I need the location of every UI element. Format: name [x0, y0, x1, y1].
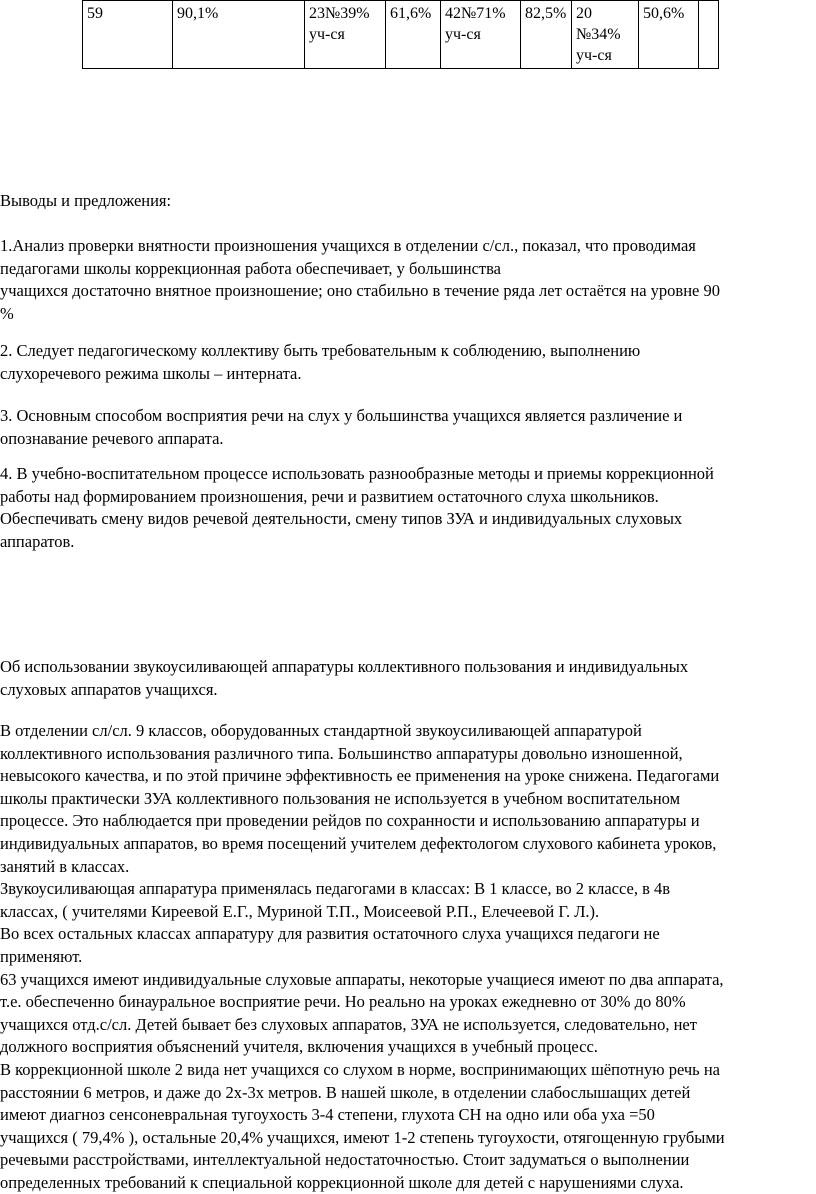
section-body: В отделении сл/сл. 9 классов, оборудованных стандартной звукоусиливающей аппаратурой коллективного использования различного типа. Большинство аппаратуры довольно изношенной, невысокого качества, и по этой причине эффективность ее применения на уроке снижена. Педагогами школы практически ЗУА коллективного пользования не используется в учебном воспитательном процессе. Это наблюдается при проведении рейдов по сохранности и использованию аппаратуры и индивидуальных аппаратов, во время посещений учителем дефектологом слухового кабинета уроков, занятий в классах. Звукоусиливающая аппаратура применялась педагогами в классах: В 1 классе, во 2 классе, в 4в классах, ( учителями Киреевой Е.Г., Муриной Т.П., Моисеевой Р.П., Елечеевой Г. Л.). Во всех остальных классах аппаратуру для развития остаточного слуха учащихся педагоги не применяют. 63 учащихся имеют индивидуальные слуховые аппараты, некоторые учащиеся имеют по два аппарата, т.е. обеспеченно бинауральное восприятие речи. Но реально на уроках ежедневно от 30% до 80% учащихся отд.с/сл. Детей бывает без слуховых аппаратов, ЗУА не используется, следовательно, нет должного восприятия объяснений учителя, включения учащихся в учебный процесс. В коррекционной школе 2 вида нет учащихся со слухом в норме, воспринимающих шёпотную речь на расстоянии 6 метров, и даже до 2х-3х метров. В нашей школе, в отделении слабослышащих детей имеют диагноз сенсоневральная тугоухость 3-4 степени, глухота СН на одно или оба уха =50 учащихся ( 79,4% ), остальные 20,4% учащихся, имеют 1-2 степень тугоухости, отягощенную грубыми речевыми расстройствами, интеллектуальной недостаточностью. Стоит задуматься о выполнении определенных требований к специальной коррекционной школе для детей с нарушениями слуха.	[0, 721, 725, 1192]
table-row	[83, 1, 719, 69]
table-cell: 90,1%	[173, 1, 305, 69]
conclusion-item-1: 1.Анализ проверки внятности произношения учащихся в отделении с/сл., показал, что проводимая педагогами школы коррекционная работа обеспечивает, у большинства учащихся достаточно внятное произношение; оно стабильно в течение ряда лет остаётся на уровне 90 %	[0, 236, 720, 323]
results-table	[82, 0, 719, 69]
table-cell: 59	[83, 1, 173, 69]
table-cell: 42№71% уч-ся	[441, 1, 521, 69]
table-cell: 82,5%	[521, 1, 572, 69]
section-title: Об использовании звукоусиливающей аппаратуры коллективного пользования и индивидуальных слуховых аппаратов учащихся.	[0, 657, 689, 699]
conclusion-item-3: 3. Основным способом восприятия речи на слух у большинства учащихся является различение и опознавание речевого аппарата.	[0, 406, 683, 448]
conclusions-heading: Выводы и предложения:	[0, 191, 172, 210]
conclusion-item-2: 2. Следует педагогическому коллективу быть требовательным к соблюдению, выполнению слухоречевого режима школы – интерната.	[0, 341, 641, 383]
table-cell: 61,6%	[386, 1, 441, 69]
table-cell: 20 №34% уч-ся	[572, 1, 639, 69]
table-cell	[699, 1, 719, 69]
conclusion-item-4: 4. В учебно-воспитательном процессе использовать разнообразные методы и приемы коррекционной работы над формированием произношения, речи и развитием остаточного слуха школьников. Обеспечивать смену видов речевой деятельности, смену типов ЗУА и индивидуальных слуховых аппаратов.	[0, 464, 714, 551]
table-cell: 50,6%	[639, 1, 699, 69]
table-cell: 23№39% уч-ся	[305, 1, 386, 69]
